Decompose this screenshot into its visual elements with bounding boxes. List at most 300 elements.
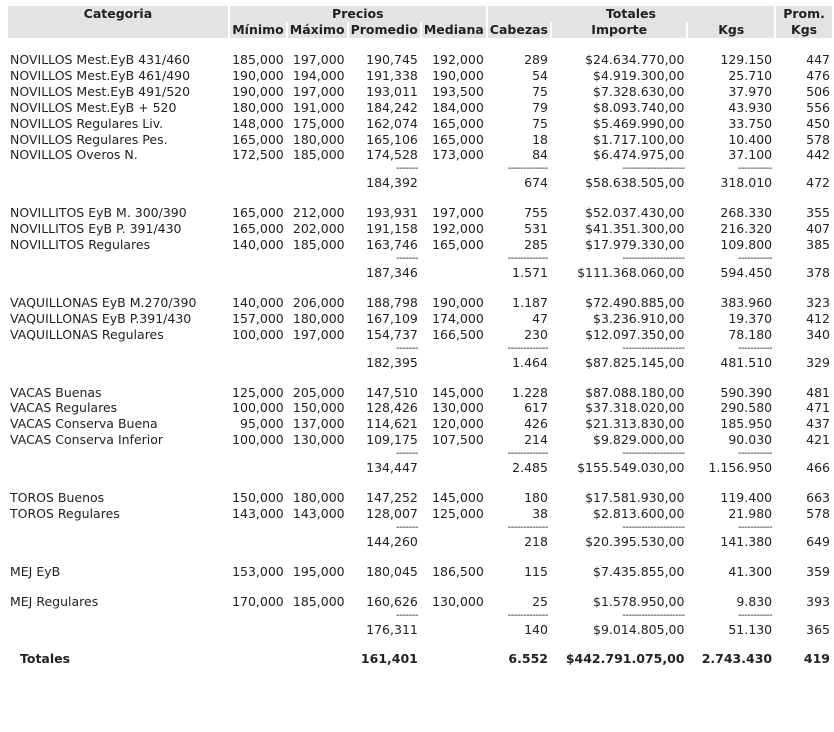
empty-cell [230, 281, 286, 295]
cell-minimo: 165,000 [232, 205, 284, 221]
empty-cell [688, 637, 774, 651]
table-row [8, 84, 832, 100]
subtotal-prom-kgs: 329 [806, 354, 830, 370]
cell-mediana: 120,000 [432, 416, 484, 432]
empty-cell [288, 580, 347, 594]
cell-mediana: 130,000 [432, 593, 484, 609]
cell-minimo: 190,000 [232, 83, 284, 99]
cell-cabezas: 1.228 [512, 384, 548, 400]
totales-importe: $442.791.075,00 [565, 651, 685, 667]
cell-mediana: 186,500 [432, 563, 484, 579]
cell-kgs: 78.180 [728, 326, 773, 342]
dash-cabezas: ------------- [507, 609, 548, 621]
cell-mediana: 173,000 [432, 147, 484, 163]
cell-promedio: 190,745 [366, 52, 418, 67]
header-minimo: Mínimo [230, 22, 286, 38]
empty-cell [688, 281, 774, 295]
cell-promedio: 128,426 [366, 400, 418, 416]
cell-promedio: 174,528 [366, 147, 418, 163]
empty-cell [288, 522, 347, 534]
empty-cell [776, 522, 832, 534]
cell-kgs: 383.960 [720, 294, 773, 310]
subtotal-kgs: 141.380 [720, 533, 773, 549]
empty-cell [230, 610, 286, 622]
table-row [8, 132, 832, 148]
dash-cabezas: ------------- [507, 163, 548, 175]
subtotal-row [8, 460, 832, 476]
cell-categoria: NOVILLITOS Regulares [10, 237, 151, 253]
empty-cell [8, 448, 228, 460]
cell-kgs: 10.400 [728, 131, 773, 147]
cell-minimo: 140,000 [232, 294, 284, 310]
subtotal-cabezas: 2.485 [512, 460, 548, 476]
subtotal-row [8, 175, 832, 191]
cell-prom-kgs: 447 [806, 52, 830, 67]
table-row [8, 52, 832, 68]
cell-promedio: 163,746 [366, 237, 418, 253]
cell-cabezas: 285 [524, 237, 548, 253]
empty-cell [8, 281, 228, 295]
cell-prom-kgs: 323 [806, 294, 830, 310]
empty-cell [422, 281, 486, 295]
cell-promedio: 160,626 [366, 593, 418, 609]
cell-categoria: TOROS Buenos [10, 490, 105, 506]
empty-cell [422, 534, 486, 550]
cell-promedio: 109,175 [366, 432, 418, 448]
cell-maximo: 150,000 [292, 400, 345, 416]
cell-kgs: 268.330 [720, 205, 773, 221]
cell-importe: $7.328.630,00 [593, 83, 685, 99]
separator-row [8, 343, 832, 355]
subtotal-row [8, 355, 832, 371]
cell-maximo: 185,000 [292, 237, 345, 253]
empty-cell [8, 175, 228, 191]
empty-cell [422, 550, 486, 564]
cell-maximo: 130,000 [292, 432, 345, 448]
cell-cabezas: 426 [524, 416, 548, 432]
empty-cell [552, 550, 687, 564]
cell-importe: $52.037.430,00 [585, 205, 685, 221]
dash-cabezas: ------------- [507, 521, 548, 533]
cell-promedio: 128,007 [366, 505, 418, 521]
cell-maximo: 175,000 [292, 115, 345, 131]
cell-kgs: 90.030 [728, 432, 773, 448]
empty-cell [230, 550, 286, 564]
cell-cabezas: 617 [524, 400, 548, 416]
dash-kgs: ----------- [737, 342, 773, 354]
cell-mediana: 190,000 [432, 67, 484, 83]
cell-mediana: 190,000 [432, 294, 484, 310]
cell-cabezas: 18 [532, 131, 548, 147]
empty-cell [776, 550, 832, 564]
cell-maximo: 197,000 [292, 326, 345, 342]
cell-importe: $21.313.830,00 [585, 416, 685, 432]
empty-cell [776, 191, 832, 205]
cell-kgs: 37.100 [728, 147, 773, 163]
cell-cabezas: 755 [524, 205, 548, 221]
cell-mediana: 192,000 [432, 221, 484, 237]
empty-cell [688, 476, 774, 490]
empty-cell [288, 610, 347, 622]
subtotal-cabezas: 1.571 [512, 264, 548, 280]
dash-cabezas: ------------- [507, 342, 548, 354]
empty-cell [288, 38, 347, 52]
empty-cell [230, 355, 286, 371]
dash-kgs: ----------- [737, 163, 773, 175]
empty-cell [288, 253, 347, 265]
empty-cell [776, 371, 832, 385]
dash-importe: -------------------- [622, 252, 685, 264]
cell-categoria: NOVILLOS Mest.EyB 461/490 [10, 67, 191, 83]
header-importe: Importe [552, 22, 687, 38]
cell-promedio: 193,931 [366, 205, 418, 221]
empty-cell [288, 355, 347, 371]
empty-cell [288, 550, 347, 564]
totales-cabezas: 6.552 [508, 651, 548, 667]
table-row [8, 221, 832, 237]
cell-categoria: NOVILLOS Mest.EyB 431/460 [10, 52, 191, 67]
dash-importe: -------------------- [622, 521, 685, 533]
empty-cell [8, 550, 228, 564]
cell-promedio: 167,109 [366, 310, 418, 326]
spacer-row [8, 550, 832, 564]
empty-cell [776, 580, 832, 594]
cell-minimo: 190,000 [232, 67, 284, 83]
dash-promedio: ------- [396, 252, 418, 264]
cell-maximo: 137,000 [292, 416, 345, 432]
cell-minimo: 172,500 [232, 147, 284, 163]
cell-maximo: 205,000 [292, 384, 345, 400]
dash-importe: -------------------- [622, 448, 685, 460]
dash-kgs: ----------- [737, 448, 773, 460]
cell-cabezas: 214 [524, 432, 548, 448]
totales-prom-kgs: 419 [803, 651, 830, 667]
spacer-row [8, 191, 832, 205]
empty-cell [422, 371, 486, 385]
empty-cell [8, 371, 228, 385]
table-row [8, 116, 832, 132]
cell-prom-kgs: 385 [806, 237, 830, 253]
empty-cell [688, 550, 774, 564]
cell-importe: $8.093.740,00 [593, 99, 685, 115]
cell-maximo: 194,000 [292, 67, 345, 83]
cell-kgs: 25.710 [728, 67, 773, 83]
cell-promedio: 147,252 [366, 490, 418, 506]
empty-cell [422, 637, 486, 651]
cell-prom-kgs: 393 [806, 593, 830, 609]
market-prices-table [6, 6, 834, 667]
dash-promedio: ------- [396, 342, 418, 354]
table-row [8, 432, 832, 448]
empty-cell [288, 371, 347, 385]
cell-minimo: 140,000 [232, 237, 284, 253]
header-maximo: Máximo [289, 22, 345, 37]
table-body [8, 38, 832, 667]
cell-minimo: 170,000 [232, 593, 284, 609]
empty-cell [230, 175, 286, 191]
cell-prom-kgs: 481 [806, 384, 830, 400]
cell-categoria: VAQUILLONAS EyB M.270/390 [10, 294, 197, 310]
subtotal-importe: $155.549.030,00 [577, 460, 685, 476]
empty-cell [230, 265, 286, 281]
empty-cell [288, 343, 347, 355]
table-row [8, 311, 832, 327]
cell-categoria: VACAS Conserva Buena [10, 416, 158, 432]
empty-cell [230, 580, 286, 594]
empty-cell [8, 38, 228, 52]
header-row-groups [8, 6, 832, 22]
cell-prom-kgs: 476 [806, 67, 830, 83]
cell-categoria: VAQUILLONAS Regulares [10, 326, 164, 342]
header-blank [8, 22, 228, 38]
spacer-row [8, 637, 832, 651]
cell-categoria: NOVILLOS Overos N. [10, 147, 138, 163]
empty-cell [230, 38, 286, 52]
cell-promedio: 180,045 [366, 563, 418, 579]
cell-categoria: TOROS Regulares [10, 505, 120, 521]
totales-kgs: 2.743.430 [701, 651, 773, 667]
cell-kgs: 21.980 [728, 505, 773, 521]
empty-cell [422, 448, 486, 460]
cell-cabezas: 79 [532, 99, 548, 115]
header-row-columns [8, 22, 832, 38]
empty-cell [776, 253, 832, 265]
empty-cell [8, 460, 228, 476]
separator-row [8, 253, 832, 265]
table-row [8, 385, 832, 401]
empty-cell [422, 580, 486, 594]
dash-kgs: ----------- [737, 252, 773, 264]
cell-maximo: 212,000 [292, 205, 345, 221]
empty-cell [8, 580, 228, 594]
cell-promedio: 193,011 [366, 83, 418, 99]
cell-cabezas: 54 [532, 67, 548, 83]
dash-kgs: ----------- [737, 521, 773, 533]
empty-cell [776, 610, 832, 622]
subtotal-prom-kgs: 649 [806, 533, 830, 549]
empty-cell [8, 637, 228, 651]
dash-promedio: ------- [396, 163, 418, 175]
empty-cell [230, 637, 286, 651]
cell-minimo: 148,000 [232, 115, 284, 131]
header-totales: Totales [488, 6, 774, 22]
empty-cell [230, 163, 286, 175]
cell-prom-kgs: 407 [806, 221, 830, 237]
cell-minimo: 165,000 [232, 221, 284, 237]
empty-cell [349, 281, 420, 295]
cell-cabezas: 180 [524, 490, 548, 506]
empty-cell [8, 522, 228, 534]
cell-minimo: 125,000 [232, 384, 284, 400]
cell-minimo: 180,000 [232, 99, 284, 115]
cell-mediana: 145,000 [432, 384, 484, 400]
cell-categoria: NOVILLOS Regulares Pes. [10, 131, 168, 147]
subtotal-importe: $9.014.805,00 [593, 621, 685, 637]
cell-kgs: 216.320 [720, 221, 773, 237]
cell-prom-kgs: 421 [806, 432, 830, 448]
dash-promedio: ------- [396, 521, 418, 533]
empty-cell [776, 476, 832, 490]
empty-cell [288, 448, 347, 460]
cell-prom-kgs: 578 [806, 505, 830, 521]
empty-cell [8, 191, 228, 205]
separator-row [8, 163, 832, 175]
subtotal-promedio: 182,395 [366, 354, 418, 370]
empty-cell [8, 265, 228, 281]
empty-cell [422, 175, 486, 191]
subtotal-row [8, 622, 832, 638]
subtotal-promedio: 144,260 [366, 533, 418, 549]
empty-cell [422, 163, 486, 175]
empty-cell [488, 281, 550, 295]
dash-importe: -------------------- [622, 342, 685, 354]
empty-cell [422, 460, 486, 476]
cell-kgs: 185.950 [720, 416, 773, 432]
header-kgs: Kgs [688, 22, 774, 38]
empty-cell [422, 191, 486, 205]
table-row [8, 205, 832, 221]
spacer-row [8, 580, 832, 594]
cell-importe: $87.088.180,00 [585, 384, 685, 400]
cell-mediana: 192,000 [432, 52, 484, 67]
empty-cell [422, 38, 486, 52]
table-row [8, 100, 832, 116]
subtotal-promedio: 184,392 [366, 175, 418, 191]
table-row [8, 400, 832, 416]
empty-cell [776, 448, 832, 460]
empty-cell [288, 281, 347, 295]
cell-cabezas: 115 [524, 563, 548, 579]
cell-maximo: 206,000 [292, 294, 345, 310]
cell-cabezas: 289 [524, 52, 548, 67]
empty-cell [230, 522, 286, 534]
dash-importe: -------------------- [622, 163, 685, 175]
separator-row [8, 610, 832, 622]
empty-cell [8, 622, 228, 638]
subtotal-prom-kgs: 378 [806, 264, 830, 280]
subtotal-row [8, 534, 832, 550]
cell-prom-kgs: 506 [806, 83, 830, 99]
cell-prom-kgs: 556 [806, 99, 830, 115]
cell-prom-kgs: 471 [806, 400, 830, 416]
cell-cabezas: 75 [532, 83, 548, 99]
empty-cell [776, 343, 832, 355]
subtotal-cabezas: 674 [524, 175, 548, 191]
cell-mediana: 166,500 [432, 326, 484, 342]
cell-importe: $1.578.950,00 [593, 593, 685, 609]
cell-promedio: 191,338 [366, 67, 418, 83]
dash-cabezas: ------------- [507, 448, 548, 460]
empty-cell [8, 610, 228, 622]
empty-cell [230, 253, 286, 265]
dash-promedio: ------- [396, 448, 418, 460]
empty-cell [688, 580, 774, 594]
cell-promedio: 191,158 [366, 221, 418, 237]
empty-cell [422, 343, 486, 355]
separator-row [8, 448, 832, 460]
cell-kgs: 590.390 [720, 384, 773, 400]
cell-importe: $1.717.100,00 [593, 131, 685, 147]
header-mediana: Mediana [423, 22, 484, 37]
table-row [8, 147, 832, 163]
cell-cabezas: 531 [524, 221, 548, 237]
subtotal-prom-kgs: 466 [806, 460, 830, 476]
empty-cell [288, 163, 347, 175]
table-row [8, 490, 832, 506]
cell-mediana: 193,500 [432, 83, 484, 99]
table-row [8, 564, 832, 580]
cell-cabezas: 47 [532, 310, 548, 326]
subtotal-promedio: 176,311 [366, 621, 418, 637]
subtotal-importe: $58.638.505,00 [585, 175, 685, 191]
dash-cabezas: ------------- [507, 252, 548, 264]
empty-cell [349, 371, 420, 385]
header-promedio: Promedio [350, 22, 418, 37]
cell-prom-kgs: 450 [806, 115, 830, 131]
totales-promedio: 161,401 [360, 651, 418, 667]
empty-cell [552, 281, 687, 295]
empty-cell [288, 622, 347, 638]
cell-kgs: 33.750 [728, 115, 773, 131]
cell-importe: $5.469.990,00 [593, 115, 685, 131]
empty-cell [552, 191, 687, 205]
table-row [8, 295, 832, 311]
subtotal-promedio: 134,447 [366, 460, 418, 476]
cell-minimo: 185,000 [232, 52, 284, 67]
cell-maximo: 197,000 [292, 83, 345, 99]
cell-mediana: 174,000 [432, 310, 484, 326]
cell-categoria: NOVILLITOS EyB M. 300/390 [10, 205, 187, 221]
empty-cell [688, 38, 774, 52]
cell-importe: $24.634.770,00 [585, 52, 685, 67]
empty-cell [552, 371, 687, 385]
empty-cell [349, 580, 420, 594]
cell-kgs: 129.150 [720, 52, 773, 67]
empty-cell [288, 534, 347, 550]
table-row [8, 506, 832, 522]
empty-cell [488, 38, 550, 52]
header-cabezas: Cabezas [489, 22, 548, 37]
header-categoria: Categoria [8, 6, 228, 22]
subtotal-cabezas: 218 [524, 533, 548, 549]
cell-importe: $2.813.600,00 [593, 505, 685, 521]
cell-maximo: 197,000 [292, 52, 345, 67]
subtotal-cabezas: 1.464 [512, 354, 548, 370]
cell-maximo: 180,000 [292, 490, 345, 506]
cell-importe: $9.829.000,00 [593, 432, 685, 448]
subtotal-importe: $87.825.145,00 [585, 354, 685, 370]
cell-maximo: 185,000 [292, 593, 345, 609]
cell-cabezas: 38 [532, 505, 548, 521]
subtotal-promedio: 187,346 [366, 264, 418, 280]
subtotal-cabezas: 140 [524, 621, 548, 637]
empty-cell [230, 460, 286, 476]
empty-cell [288, 460, 347, 476]
empty-cell [488, 371, 550, 385]
cell-minimo: 143,000 [232, 505, 284, 521]
cell-mediana: 125,000 [432, 505, 484, 521]
table-row [8, 68, 832, 84]
subtotal-importe: $20.395.530,00 [585, 533, 685, 549]
subtotal-importe: $111.368.060,00 [577, 264, 685, 280]
separator-row [8, 522, 832, 534]
empty-cell [422, 253, 486, 265]
cell-importe: $17.979.330,00 [585, 237, 685, 253]
cell-minimo: 165,000 [232, 131, 284, 147]
dash-importe: -------------------- [622, 609, 685, 621]
table-row [8, 237, 832, 253]
empty-cell [230, 622, 286, 638]
